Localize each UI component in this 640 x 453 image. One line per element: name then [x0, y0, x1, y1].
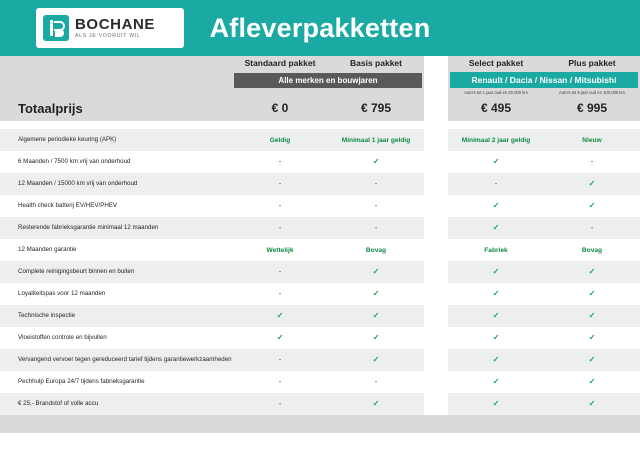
cell-value: ✓ — [588, 179, 596, 189]
cell-value: ✓ — [492, 201, 500, 211]
table-row — [0, 349, 640, 371]
total-price-label: Totaalprijs — [18, 100, 83, 116]
table-row — [0, 371, 640, 393]
feature-label: 12 Maanden / 15000 km vrij van onderhoud — [18, 179, 138, 187]
cell-value: ✓ — [588, 289, 596, 299]
cell-value: - — [278, 158, 282, 166]
cell-value: ✓ — [372, 333, 380, 343]
logo-tagline: ALS JE VOORUIT WIL — [75, 32, 141, 39]
cell-value: ✓ — [492, 267, 500, 277]
table-header-notes — [0, 88, 640, 95]
cell-value: - — [590, 224, 594, 232]
package-note-standaard — [232, 88, 328, 95]
cell-value: ✓ — [588, 267, 596, 277]
package-name-standaard: Standaard pakket — [244, 58, 316, 68]
group-ribbon-renault-cell — [448, 72, 640, 88]
table-row — [0, 173, 640, 195]
package-name-select: Select pakket — [468, 58, 524, 68]
cell-value: - — [374, 180, 378, 188]
feature-label: Loyaliteitspas voor 12 maanden — [18, 289, 106, 297]
cell-value: Geldig — [269, 136, 291, 144]
cell-value: ✓ — [492, 355, 500, 365]
packages-table — [0, 56, 640, 415]
cell-value: - — [374, 224, 378, 232]
column-gap — [424, 371, 448, 393]
cell-value: Fabriek — [484, 246, 508, 254]
feature-label: Technische inspectie — [18, 311, 76, 319]
cell-value: - — [278, 180, 282, 188]
total-price-row — [0, 95, 640, 121]
cell-value: ✓ — [492, 399, 500, 409]
column-gap — [424, 151, 448, 173]
column-gap — [424, 217, 448, 239]
table-row — [0, 129, 640, 151]
cell-value: Bovag — [581, 246, 603, 254]
cell-value: - — [278, 378, 282, 386]
cell-value: ✓ — [492, 223, 500, 233]
feature-label: Vloeistoffen controle en bijvullen — [18, 333, 107, 341]
cell-value: - — [278, 400, 282, 408]
cell-value: ✓ — [372, 289, 380, 299]
cell-value: - — [278, 268, 282, 276]
group-ribbon-renault: Renault / Dacia / Nissan / Mitsubishi — [450, 72, 638, 88]
table-row — [0, 393, 640, 415]
package-name-basis: Basis pakket — [350, 58, 402, 68]
cell-value: ✓ — [588, 311, 596, 321]
table-row — [0, 217, 640, 239]
package-note-select: Auto's tot 1 jaar oud en 20.000 km — [464, 90, 528, 95]
cell-value: ✓ — [492, 289, 500, 299]
feature-label: Vervangend vervoer tegen gereduceerd tarief tijdens garantiewerkzaamheden — [18, 355, 232, 363]
cell-value: - — [374, 378, 378, 386]
table-body — [0, 129, 640, 415]
column-gap — [424, 393, 448, 415]
cell-value: ✓ — [372, 399, 380, 409]
cell-value: - — [278, 202, 282, 210]
table-row — [0, 261, 640, 283]
package-note-plus: Auto's tot 5 jaar oud en 100.000 km — [559, 90, 625, 95]
column-gap — [424, 195, 448, 217]
cell-value: Nieuw — [582, 136, 602, 144]
package-name-plus: Plus pakket — [568, 58, 616, 68]
cell-value: ✓ — [492, 157, 500, 167]
cell-value: ✓ — [372, 267, 380, 277]
cell-value: - — [278, 224, 282, 232]
table-row — [0, 239, 640, 261]
cell-value: ✓ — [588, 399, 596, 409]
table-header-ribbons — [0, 72, 640, 88]
feature-label: Health check batterij EV/HEV/PHEV — [18, 201, 118, 209]
cell-value: ✓ — [588, 201, 596, 211]
page-title: Afleverpakketten — [209, 12, 431, 43]
cell-value: - — [590, 158, 594, 166]
feature-label: € 25,- Brandstof of volle accu — [18, 399, 99, 407]
column-gap — [424, 56, 448, 72]
feature-label: Algemene periodieke keuring (APK) — [18, 135, 117, 143]
cell-value: ✓ — [588, 355, 596, 365]
cell-value: ✓ — [276, 333, 284, 343]
cell-value: ✓ — [372, 157, 380, 167]
price-standaard: € 0 — [271, 101, 289, 116]
column-gap — [424, 305, 448, 327]
cell-value: ✓ — [372, 355, 380, 365]
column-gap — [424, 173, 448, 195]
cell-value: Minimaal 1 jaar geldig — [341, 136, 411, 144]
table-spacer — [0, 121, 640, 129]
cell-value: ✓ — [492, 377, 500, 387]
table-row — [0, 305, 640, 327]
feature-label: Resterende fabrieksgarantie minimaal 12 maanden — [18, 223, 159, 231]
cell-value: ✓ — [588, 377, 596, 387]
table-row — [0, 283, 640, 305]
price-plus: € 995 — [576, 101, 608, 116]
cell-value: ✓ — [492, 311, 500, 321]
cell-value: - — [374, 202, 378, 210]
price-basis: € 795 — [360, 101, 392, 116]
cell-value: ✓ — [492, 333, 500, 343]
logo-name: BOCHANE — [75, 15, 156, 33]
column-gap — [424, 349, 448, 371]
column-gap — [424, 327, 448, 349]
cell-value: - — [494, 180, 498, 188]
column-gap — [424, 283, 448, 305]
page-header — [0, 0, 640, 56]
table-row — [0, 327, 640, 349]
cell-value: Wettelijk — [266, 246, 294, 254]
cell-value: ✓ — [372, 311, 380, 321]
table-header-names — [0, 56, 640, 72]
table-row — [0, 195, 640, 217]
package-note-basis — [328, 88, 424, 95]
cell-value: Minimaal 2 jaar geldig — [461, 136, 531, 144]
price-select: € 495 — [480, 101, 512, 116]
cell-value: - — [278, 356, 282, 364]
cell-value: - — [278, 290, 282, 298]
cell-value: ✓ — [588, 333, 596, 343]
column-gap — [424, 239, 448, 261]
cell-value: ✓ — [276, 311, 284, 321]
group-ribbon-alle-merken-cell — [232, 72, 424, 88]
footer-band — [0, 415, 640, 433]
feature-label: 6 Maanden / 7500 km vrij van onderhoud — [18, 157, 131, 165]
feature-label: 12 Maanden garantie — [18, 245, 77, 253]
group-ribbon-alle-merken: Alle merken en bouwjaren — [234, 73, 422, 88]
column-gap — [424, 129, 448, 151]
feature-label: Complete reinigingsbeurt binnen en buiten — [18, 267, 135, 275]
cell-value: Bovag — [365, 246, 387, 254]
feature-label: Pechhulp Europa 24/7 tijdens fabrieksgarantie — [18, 377, 145, 385]
table-row — [0, 151, 640, 173]
column-gap — [424, 261, 448, 283]
